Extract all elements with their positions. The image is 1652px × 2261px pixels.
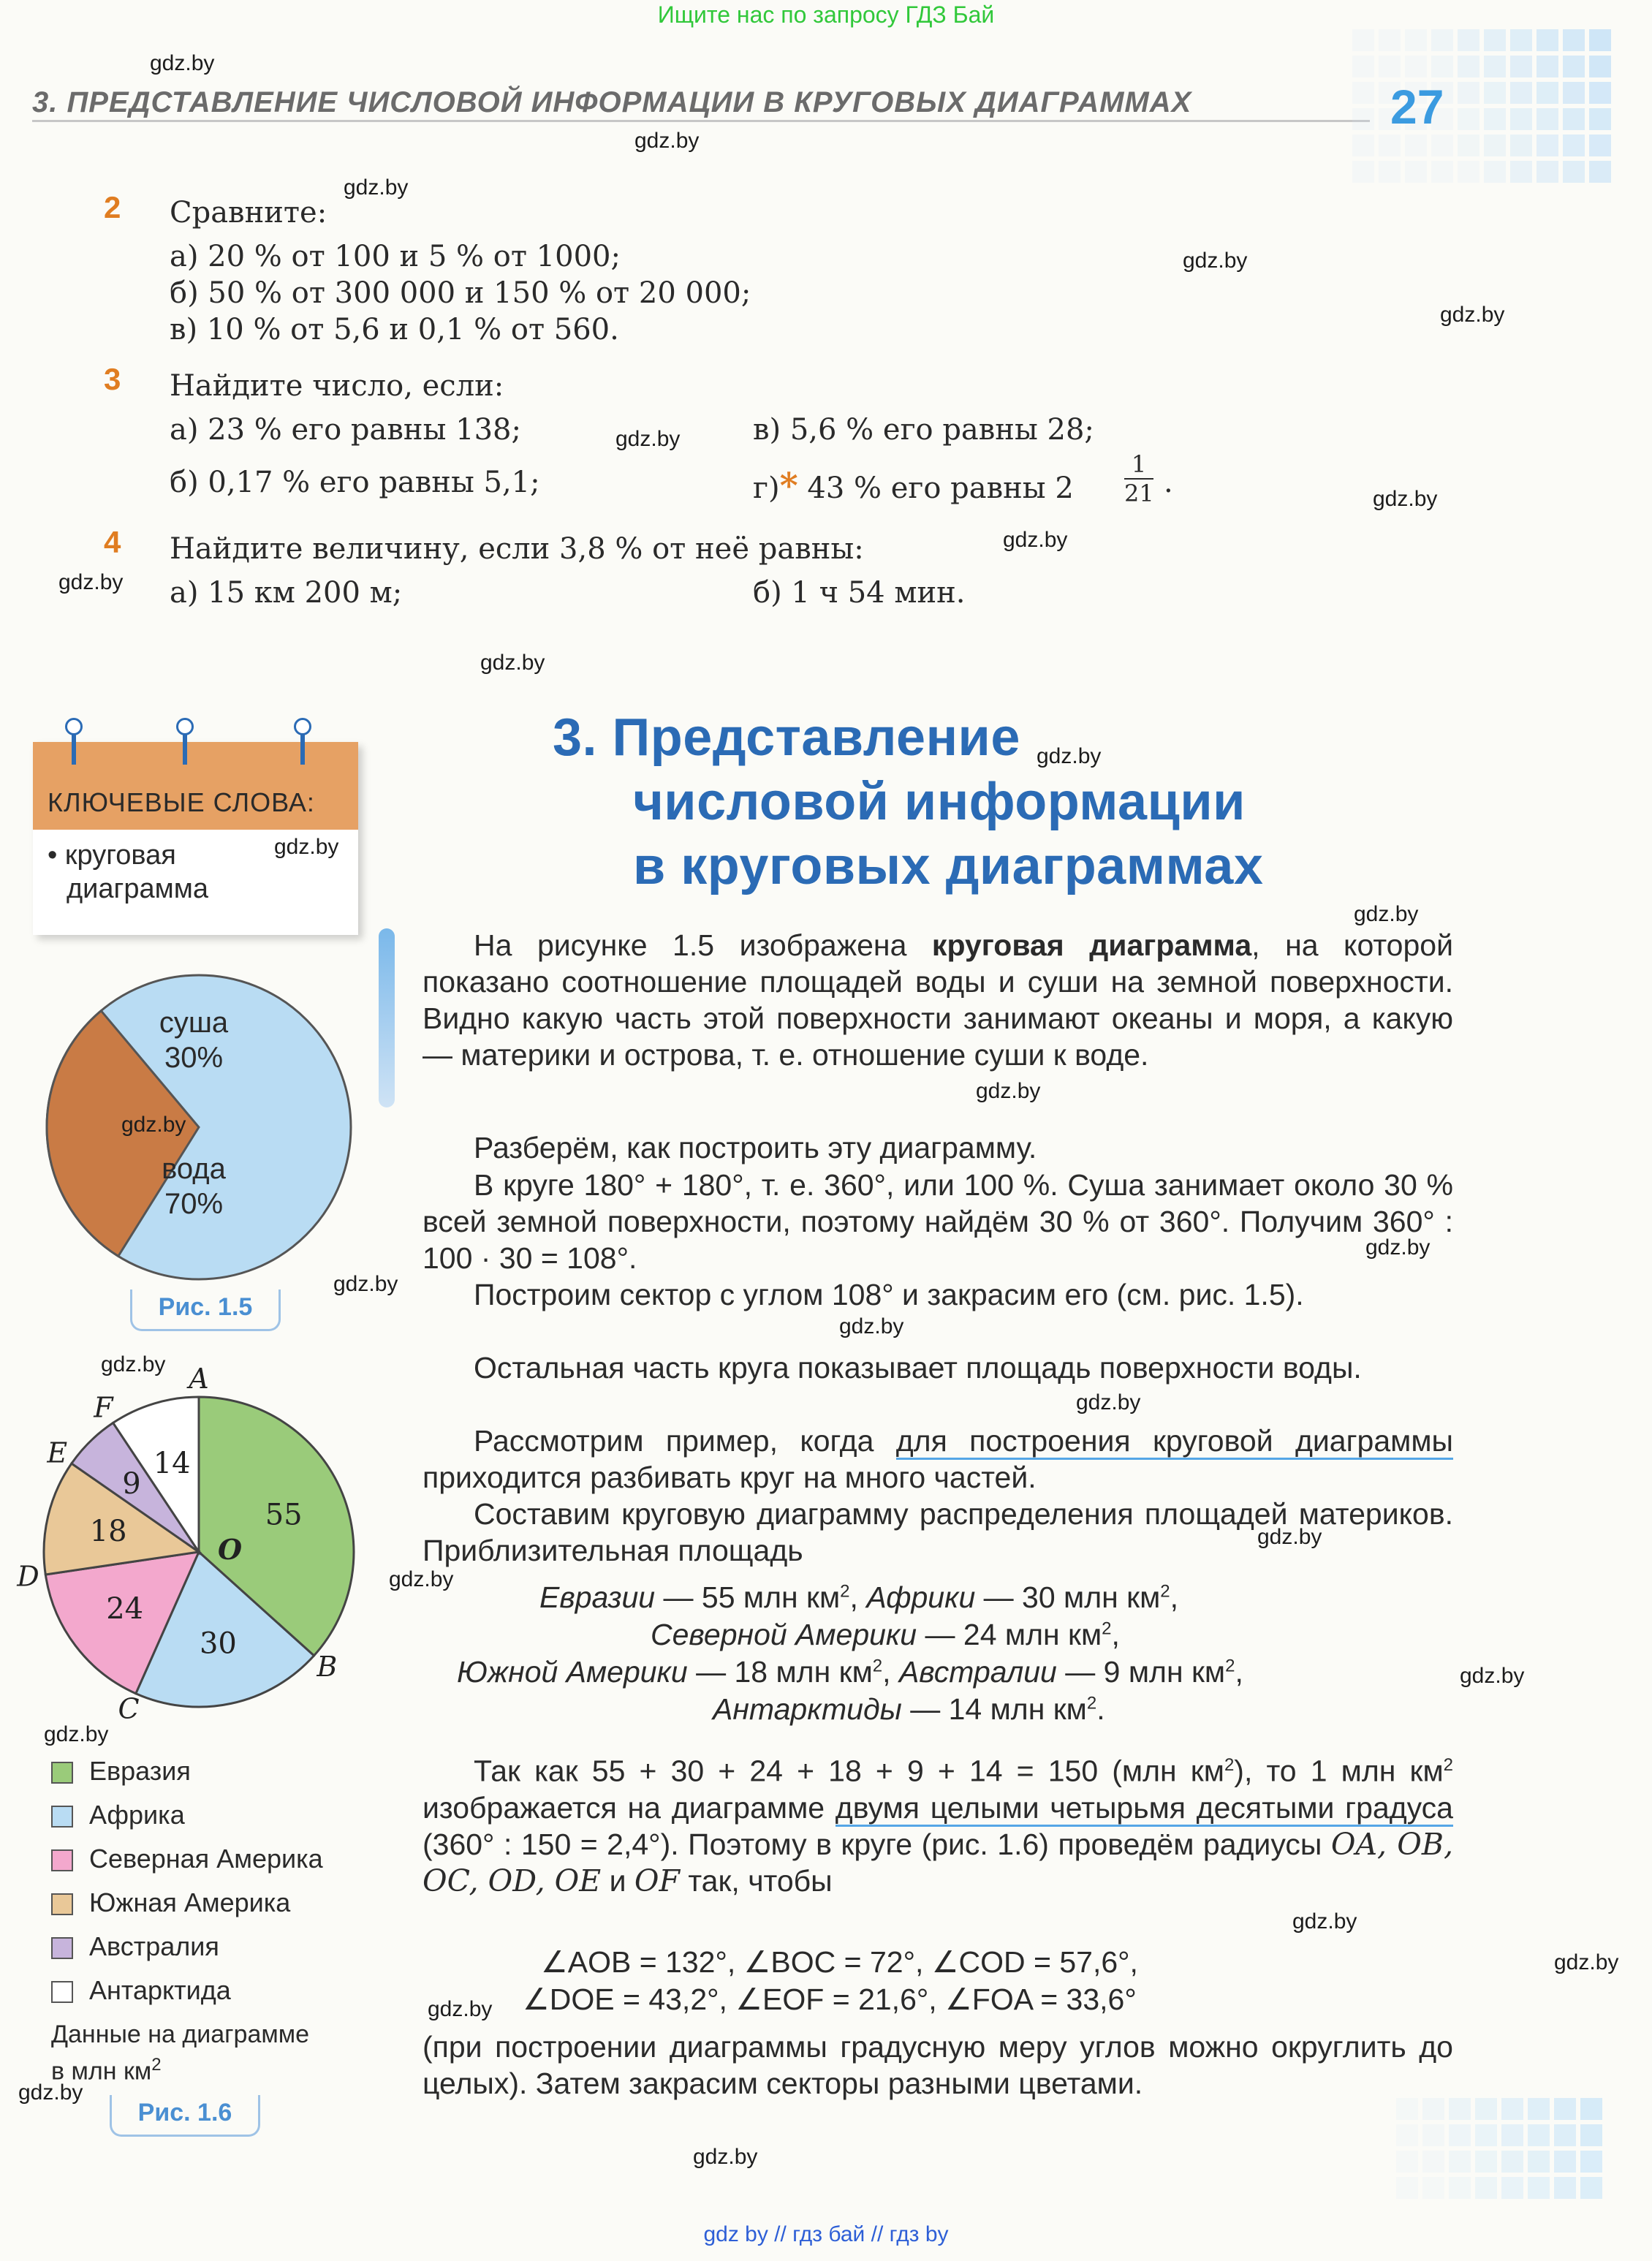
grid-cell (1510, 108, 1532, 130)
grid-cell (1554, 2098, 1576, 2120)
heading-line: числовой информации (633, 773, 1246, 831)
figure-note-line (51, 2050, 309, 2086)
pie-value-label: 24 (106, 1591, 144, 1626)
formula-text: , (1235, 1655, 1243, 1689)
bottom-link[interactable]: gdz by // гдз бай // гдз by (703, 2222, 949, 2246)
formula-text: , (1111, 1618, 1120, 1651)
grid-cell (1501, 2124, 1523, 2146)
watermark: gdz.by (1037, 744, 1102, 768)
water-label-text: вода (162, 1153, 226, 1185)
grid-cell (1537, 161, 1558, 183)
grid-cell (1396, 2177, 1418, 2199)
grid-cell (1352, 161, 1374, 183)
superscript: 2 (1102, 1618, 1112, 1639)
grid-cell (1501, 2151, 1523, 2173)
grid-cell (1352, 82, 1374, 104)
grid-cell (1484, 29, 1506, 51)
grid-cell (1510, 82, 1532, 104)
figure-note-line: Данные на диаграмме (51, 2020, 310, 2048)
grid-cell (1475, 2151, 1497, 2173)
continents-pie (17, 1363, 380, 1725)
superscript: 2 (1160, 1581, 1170, 1602)
task-item: б) 1 ч 54 мин. (753, 576, 966, 610)
grid-cell (1379, 161, 1401, 183)
watermark: gdz.by (634, 129, 700, 153)
grid-cell (1563, 29, 1585, 51)
grid-cell (1537, 108, 1558, 130)
grid-cell (1537, 82, 1558, 104)
formula-text: — 24 млн км (917, 1618, 1102, 1651)
angles-line: ∠AOB = 132°, ∠BOC = 72°, ∠COD = 57,6°, (541, 1945, 1138, 1979)
italic-text: Евразии (539, 1580, 656, 1614)
watermark: gdz.by (1440, 303, 1505, 327)
grid-cell (1449, 2177, 1471, 2199)
grid-cell (1528, 2151, 1550, 2173)
area-line (539, 1580, 1178, 1615)
grid-cell (1501, 2098, 1523, 2120)
paragraph-text: приходится разбивать круг на много частей. (423, 1461, 1037, 1494)
section-heading (553, 705, 1263, 898)
watermark: gdz.by (428, 1997, 493, 2021)
grid-cell (1379, 29, 1401, 51)
grid-cell (1405, 161, 1427, 183)
land-label-value: 30% (164, 1042, 224, 1074)
keywords-header (33, 742, 358, 830)
task-title: Сравните: (170, 196, 327, 230)
task-item: а) 15 км 200 м; (170, 576, 403, 610)
legend-swatch (51, 1806, 73, 1828)
paragraph-text: Рассмотрим пример, когда (474, 1424, 896, 1458)
keyword-line: диаграмма (67, 874, 209, 904)
grid-cell (1396, 2124, 1418, 2146)
legend-label: Северная Америка (89, 1844, 323, 1874)
pie-value-label: 30 (199, 1626, 237, 1661)
grid-cell (1589, 108, 1611, 130)
formula-text: — 55 млн км (655, 1580, 841, 1614)
grid-cell (1484, 135, 1506, 156)
grid-cell (1352, 56, 1374, 77)
pie-point-label: A (189, 1363, 209, 1395)
water-label (139, 1151, 249, 1222)
grid-cell (1537, 29, 1558, 51)
watermark: gdz.by (693, 2145, 758, 2169)
legend-label: Антарктида (89, 1975, 231, 2005)
task-item: а) 23 % его равны 138; (170, 413, 521, 447)
legend-swatch (51, 1981, 73, 2003)
grid-cell (1458, 82, 1479, 104)
grid-cell (1484, 108, 1506, 130)
grid-cell (1554, 2151, 1576, 2173)
grid-cell (1537, 56, 1558, 77)
watermark: gdz.by (333, 1272, 398, 1296)
land-label-text: суша (159, 1007, 229, 1039)
formula-text: — 30 млн км (975, 1580, 1161, 1614)
grid-cell (1422, 2177, 1444, 2199)
underlined-text: для построения круговой диаграммы (896, 1424, 1453, 1460)
formula-text: , (882, 1655, 891, 1689)
grid-cell (1589, 29, 1611, 51)
paragraph-text: На рисунке 1.5 изображена (474, 928, 932, 962)
superscript: 2 (1225, 1656, 1235, 1676)
watermark: gdz.by (1460, 1664, 1525, 1688)
grid-cell (1510, 29, 1532, 51)
grid-cell (1580, 2177, 1602, 2199)
grid-cell (1449, 2124, 1471, 2146)
grid-cell (1396, 2151, 1418, 2173)
watermark: gdz.by (1292, 1909, 1357, 1934)
formula-text: , (1170, 1580, 1179, 1614)
grid-cell (1484, 161, 1506, 183)
pin-icon (294, 718, 311, 735)
fraction-numerator: 1 (1131, 450, 1147, 478)
paragraph-text: изображается на диаграмме (423, 1790, 836, 1825)
task-item: в) 10 % от 5,6 и 0,1 % от 560. (170, 313, 619, 346)
pie-center-label: O (218, 1533, 243, 1566)
task-item-end: . (1164, 466, 1173, 499)
grid-cell (1589, 82, 1611, 104)
text-accent-bar (379, 928, 395, 1107)
grid-cell (1563, 108, 1585, 130)
grid-cell (1484, 56, 1506, 77)
paragraph: Построим сектор с углом 108° и закрасим его (см. рис. 1.5). (474, 1278, 1304, 1311)
task-title: Найдите число, если: (170, 369, 504, 403)
chapter-divider (32, 120, 1370, 122)
grid-cell (1528, 2098, 1550, 2120)
superscript: 2 (1224, 1755, 1235, 1775)
area-line (651, 1618, 1120, 1652)
watermark: gdz.by (1003, 528, 1068, 552)
formula-text: — 18 млн км (687, 1655, 873, 1689)
figure-note (51, 2019, 309, 2086)
keyword-item (48, 838, 208, 906)
watermark: gdz.by (121, 1113, 186, 1137)
pin-icon (176, 718, 194, 735)
legend-label: Австралия (89, 1931, 219, 1961)
grid-cell (1431, 161, 1453, 183)
task-number: 2 (104, 190, 121, 224)
task-item-text: 43 % его равны 2 (807, 471, 1074, 505)
task-item-prefix: г) (753, 471, 780, 505)
figure-note-text: в млн км (51, 2057, 152, 2086)
grid-cell (1589, 161, 1611, 183)
pie-point-label: D (17, 1560, 39, 1593)
fraction (1124, 450, 1153, 507)
paragraph: Разберём, как построить эту диаграмму. (474, 1131, 1037, 1164)
watermark: gdz.by (1365, 1235, 1431, 1260)
task-item: а) 20 % от 100 и 5 % от 1000; (170, 240, 621, 273)
grid-cell (1528, 2124, 1550, 2146)
legend-swatch (51, 1937, 73, 1959)
land-label (139, 1005, 249, 1075)
grid-cell (1458, 29, 1479, 51)
grid-cell (1405, 56, 1427, 77)
radius-name: OF (634, 1863, 680, 1898)
pin-stem (72, 734, 76, 765)
pie-value-label: 55 (265, 1498, 303, 1532)
paragraph-text: ), то 1 млн км (1234, 1754, 1444, 1788)
superscript: 2 (1086, 1693, 1097, 1713)
grid-cell (1589, 135, 1611, 156)
legend-item (51, 1887, 290, 1918)
task-number: 3 (104, 362, 121, 396)
chapter-header (32, 86, 1370, 118)
heading-line: в круговых диаграммах (633, 837, 1264, 895)
area-line (457, 1655, 1243, 1689)
italic-text: Австралии (898, 1655, 1057, 1689)
underlined-text: двумя целыми четырьмя десятыми градуса (836, 1791, 1453, 1827)
grid-cell (1431, 29, 1453, 51)
grid-cell (1405, 135, 1427, 156)
paragraph: В круге 180° + 180°, т. е. 360°, или 100 %. Суша занимает около 30 % всей земной поверхности, поэтому найдём 30 % от 360°. Получим 360° : 100 · 30 = 108°. (423, 1168, 1453, 1275)
superscript: 2 (840, 1581, 850, 1602)
watermark: gdz.by (344, 175, 409, 200)
grid-cell (1352, 108, 1374, 130)
watermark: gdz.by (274, 835, 339, 859)
grid-cell (1580, 2151, 1602, 2173)
superscript: 2 (1443, 1755, 1453, 1775)
pin-stem (300, 734, 305, 765)
key-term: круговая диаграмма (931, 928, 1252, 962)
superscript: 2 (872, 1656, 883, 1676)
italic-text: Южной Америки (457, 1655, 688, 1689)
grid-cell (1458, 135, 1479, 156)
grid-cell (1580, 2098, 1602, 2120)
radii-list: OA, OB, OC, OD, OE (423, 1826, 1453, 1898)
grid-cell (1422, 2151, 1444, 2173)
water-label-value: 70% (164, 1188, 224, 1220)
grid-cell (1580, 2124, 1602, 2146)
top-link[interactable]: Ищите нас по запросу ГДЗ Бай (657, 1, 995, 28)
watermark: gdz.by (1554, 1950, 1619, 1974)
grid-cell (1510, 135, 1532, 156)
grid-cell (1501, 2177, 1523, 2199)
legend-item (51, 1844, 323, 1874)
task-item: б) 50 % от 300 000 и 150 % от 20 000; (170, 276, 751, 310)
grid-cell (1475, 2177, 1497, 2199)
grid-cell (1510, 161, 1532, 183)
star-icon: * (779, 466, 798, 507)
pie-point-label: B (317, 1650, 338, 1683)
paragraph (423, 1423, 1453, 1496)
grid-cell (1431, 135, 1453, 156)
fraction-denominator: 21 (1124, 480, 1154, 507)
figure-caption: Рис. 1.6 (110, 2095, 260, 2137)
paragraph-text: так, чтобы (679, 1863, 833, 1898)
grid-cell (1405, 29, 1427, 51)
chapter-title: 3. ПРЕДСТАВЛЕНИЕ ЧИСЛОВОЙ ИНФОРМАЦИИ В КРУГОВЫХ ДИАГРАММАХ (32, 86, 1192, 118)
pin-icon (65, 718, 83, 735)
watermark: gdz.by (58, 570, 124, 594)
legend-item (51, 1975, 231, 2006)
keywords-title: КЛЮЧЕВЫЕ СЛОВА: (48, 787, 315, 817)
legend-item (51, 1931, 219, 1962)
grid-cell (1449, 2151, 1471, 2173)
grid-cell (1379, 56, 1401, 77)
superscript: 2 (151, 2055, 162, 2075)
grid-cell (1554, 2177, 1576, 2199)
pie-point-label: F (94, 1391, 113, 1424)
paragraph: Составим круговую диаграмму распределения площадей материков. Приблизительная площадь (423, 1497, 1453, 1567)
paragraph-text: и (601, 1863, 634, 1898)
legend-item (51, 1756, 191, 1787)
page-number: 27 (1390, 80, 1444, 134)
italic-text: Северной Америки (651, 1618, 917, 1651)
grid-cell (1475, 2124, 1497, 2146)
italic-text: Африки (866, 1580, 976, 1614)
watermark: gdz.by (44, 1722, 109, 1746)
grid-cell (1431, 56, 1453, 77)
keyword-line: • круговая (48, 840, 176, 871)
grid-cell (1352, 135, 1374, 156)
watermark: gdz.by (389, 1567, 454, 1591)
pie-value-label: 18 (89, 1515, 127, 1548)
paragraph: Остальная часть круга показывает площадь поверхности воды. (474, 1351, 1362, 1385)
paragraph (423, 927, 1453, 1073)
legend-label: Евразия (89, 1756, 191, 1786)
legend-label: Африка (89, 1800, 185, 1830)
grid-cell (1458, 161, 1479, 183)
grid-cell (1475, 2098, 1497, 2120)
legend-item (51, 1800, 185, 1830)
grid-cell (1510, 56, 1532, 77)
watermark: gdz.by (1373, 487, 1438, 511)
watermark: gdz.by (1257, 1525, 1322, 1549)
task-title: Найдите величину, если 3,8 % от неё равны: (170, 532, 864, 566)
grid-cell (1528, 2177, 1550, 2199)
paragraph-text: Так как 55 + 30 + 24 + 18 + 9 + 14 = 150 (млн км (474, 1754, 1224, 1788)
legend-swatch (51, 1849, 73, 1871)
task-item: в) 5,6 % его равны 28; (753, 413, 1094, 447)
watermark: gdz.by (615, 427, 681, 451)
paragraph: (при построении диаграммы градусную меру углов можно округлить до целых). Затем закрасим секторы разными цветами. (423, 2030, 1453, 2100)
pie-value-label: 9 (122, 1467, 141, 1501)
paragraph-text: , на которой показано соотношение площадей воды и суши на земной поверхности. Видно какую часть этой поверхности занимают океаны и моря, а какую — материки и острова, т. е. отношение суши к воде. (423, 928, 1453, 1072)
grid-cell (1379, 135, 1401, 156)
legend-label: Южная Америка (89, 1887, 291, 1917)
bottom-grid-decoration (1396, 2098, 1615, 2215)
legend-swatch (51, 1762, 73, 1784)
grid-cell (1458, 56, 1479, 77)
formula-text: , (849, 1580, 858, 1614)
pie-point-label: E (47, 1436, 68, 1469)
pie-point-label: C (118, 1692, 140, 1725)
watermark: gdz.by (1354, 902, 1419, 926)
angles-line: ∠DOE = 43,2°, ∠EOF = 21,6°, ∠FOA = 33,6° (523, 1982, 1137, 2016)
watermark: gdz.by (150, 51, 215, 75)
task-number: 4 (104, 525, 121, 559)
grid-cell (1554, 2124, 1576, 2146)
figure-caption: Рис. 1.5 (130, 1289, 281, 1331)
watermark: gdz.by (18, 2080, 83, 2105)
watermark: gdz.by (480, 651, 545, 675)
grid-cell (1422, 2124, 1444, 2146)
watermark: gdz.by (1076, 1390, 1141, 1414)
grid-cell (1563, 56, 1585, 77)
heading-line: 3. Представление (553, 708, 1020, 767)
italic-text: Антарктиды (713, 1692, 902, 1726)
pin-stem (183, 734, 187, 765)
task-item: б) 0,17 % его равны 5,1; (170, 466, 540, 499)
grid-cell (1484, 82, 1506, 104)
grid-cell (1352, 29, 1374, 51)
grid-cell (1563, 135, 1585, 156)
grid-cell (1537, 135, 1558, 156)
grid-cell (1563, 161, 1585, 183)
grid-cell (1589, 56, 1611, 77)
watermark: gdz.by (976, 1079, 1041, 1103)
paragraph-text: (360° : 150 = 2,4°). Поэтому в круге (рис. 1.6) проведём радиусы (423, 1827, 1331, 1861)
pie-value-label: 14 (153, 1447, 191, 1481)
grid-cell (1563, 82, 1585, 104)
watermark: gdz.by (1183, 249, 1248, 273)
legend-swatch (51, 1893, 73, 1915)
formula-text: — 14 млн км (901, 1692, 1087, 1726)
watermark: gdz.by (839, 1314, 904, 1338)
formula-text: — 9 млн км (1056, 1655, 1226, 1689)
watermark: gdz.by (101, 1352, 166, 1376)
area-line: Антарктиды — 14 млн $км^2$. (713, 1692, 1105, 1726)
task-item-star (753, 466, 1074, 507)
paragraph (423, 1747, 1453, 1899)
grid-cell (1458, 108, 1479, 130)
